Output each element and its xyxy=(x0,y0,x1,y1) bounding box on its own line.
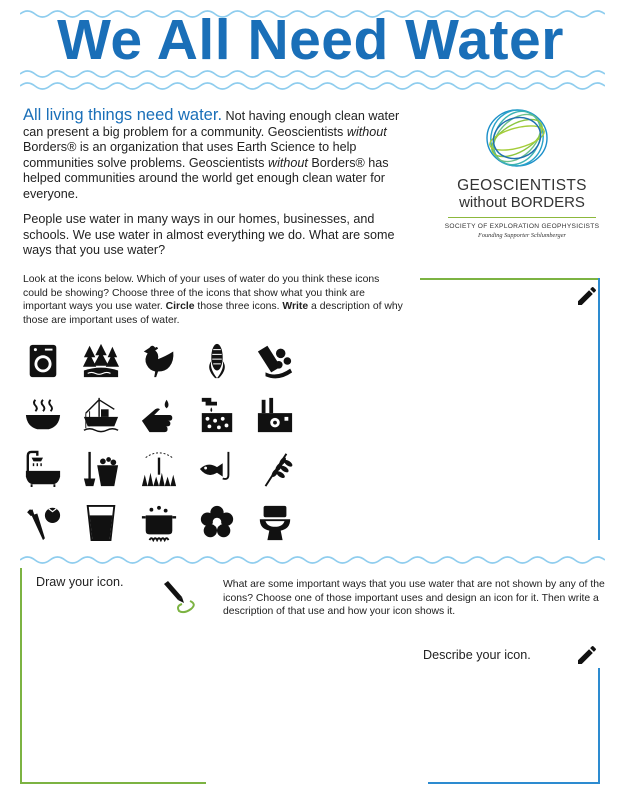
describe-box-bottom xyxy=(428,782,600,784)
hot-bowl-icon[interactable] xyxy=(24,396,62,434)
drawing-pencil-icon xyxy=(162,580,198,614)
lawn-sprinkler-icon[interactable] xyxy=(140,450,178,488)
instr-c: a description of why those are important uses of water. xyxy=(23,301,403,326)
instr-b: those three icons. xyxy=(194,301,283,312)
shower-bathtub-icon[interactable] xyxy=(24,450,62,488)
draw-your-icon-label: Draw your icon. xyxy=(36,575,124,589)
water-filter-icon[interactable] xyxy=(198,396,236,434)
cooking-pot-icon[interactable] xyxy=(140,504,178,542)
intro-paragraph-2: People use water in many ways in our homes, businesses, and schools. We use water in almost everything we do. What are some ways that you use water? xyxy=(23,212,395,257)
design-question: What are some important ways that you use water that are not shown by any of the icons? Choose one of those important uses and design an icon for it. Then write a description of that use and how your icon shows it. xyxy=(223,579,605,617)
fishing-boat-icon[interactable] xyxy=(82,396,120,434)
hand-washing-icon[interactable] xyxy=(140,396,178,434)
intro-text-b: Borders® is an organization that uses Earth Science to help communities solve problems. Geoscientists xyxy=(23,140,357,170)
intro-paragraph-1 xyxy=(23,108,409,202)
instructions-text xyxy=(23,273,405,327)
flower-icon[interactable] xyxy=(198,504,236,542)
describe-box-right xyxy=(598,668,600,784)
factory-icon[interactable] xyxy=(256,396,294,434)
title-wave-decoration xyxy=(20,66,605,96)
vegetables-icon[interactable] xyxy=(24,504,62,542)
wheat-icon[interactable] xyxy=(256,450,294,488)
intro-lead: All living things need water. xyxy=(23,106,223,124)
intro-italic-1: without xyxy=(346,124,387,139)
pencil-icon xyxy=(575,643,599,667)
pencil-icon xyxy=(575,284,599,308)
logo-line-4: Founding Supporter Schlumberger xyxy=(478,232,566,239)
intro-text xyxy=(23,108,409,269)
logo-line-3: SOCIETY OF EXPLORATION GEOPHYSICISTS xyxy=(444,223,600,230)
fishing-icon[interactable] xyxy=(198,450,236,488)
laundry-detergent-icon[interactable] xyxy=(256,342,294,380)
corn-icon[interactable] xyxy=(198,342,236,380)
chicken-icon[interactable] xyxy=(140,342,178,380)
draw-box-left xyxy=(20,568,22,784)
instr-bold-write: Write xyxy=(282,301,309,312)
water-glass-icon[interactable] xyxy=(82,504,120,542)
writing-box-top xyxy=(420,278,600,280)
draw-box-bottom xyxy=(20,782,206,784)
section-wave-divider xyxy=(20,552,605,568)
describe-your-icon-label: Describe your icon. xyxy=(423,648,531,662)
logo-divider xyxy=(448,217,596,218)
forest-icon[interactable] xyxy=(82,342,120,380)
intro-text-a: Not having enough clean water can present a big problem for a community. Geoscientists xyxy=(23,109,400,139)
instr-a: Look at the icons below. Which of your uses of water do you think these icons could be showing? Choose three of the icons that show what you think are important ways you use water. xyxy=(23,274,380,312)
gwb-logo xyxy=(442,105,602,260)
logo-line-2: without BORDERS xyxy=(459,194,585,211)
instr-bold-circle: Circle xyxy=(165,301,195,312)
writing-box-right xyxy=(598,278,600,540)
globe-logo-icon xyxy=(482,105,552,171)
cleaning-bucket-icon[interactable] xyxy=(82,450,120,488)
washing-machine-icon[interactable] xyxy=(24,342,62,380)
logo-line-1: GEOSCIENTISTS xyxy=(457,177,587,194)
page-title: We All Need Water xyxy=(57,8,564,72)
intro-italic-2: without xyxy=(267,155,308,170)
intro-text-c: Borders® has helped communities around the world get enough clean water for everyone. xyxy=(23,155,389,201)
toilet-icon[interactable] xyxy=(256,504,294,542)
